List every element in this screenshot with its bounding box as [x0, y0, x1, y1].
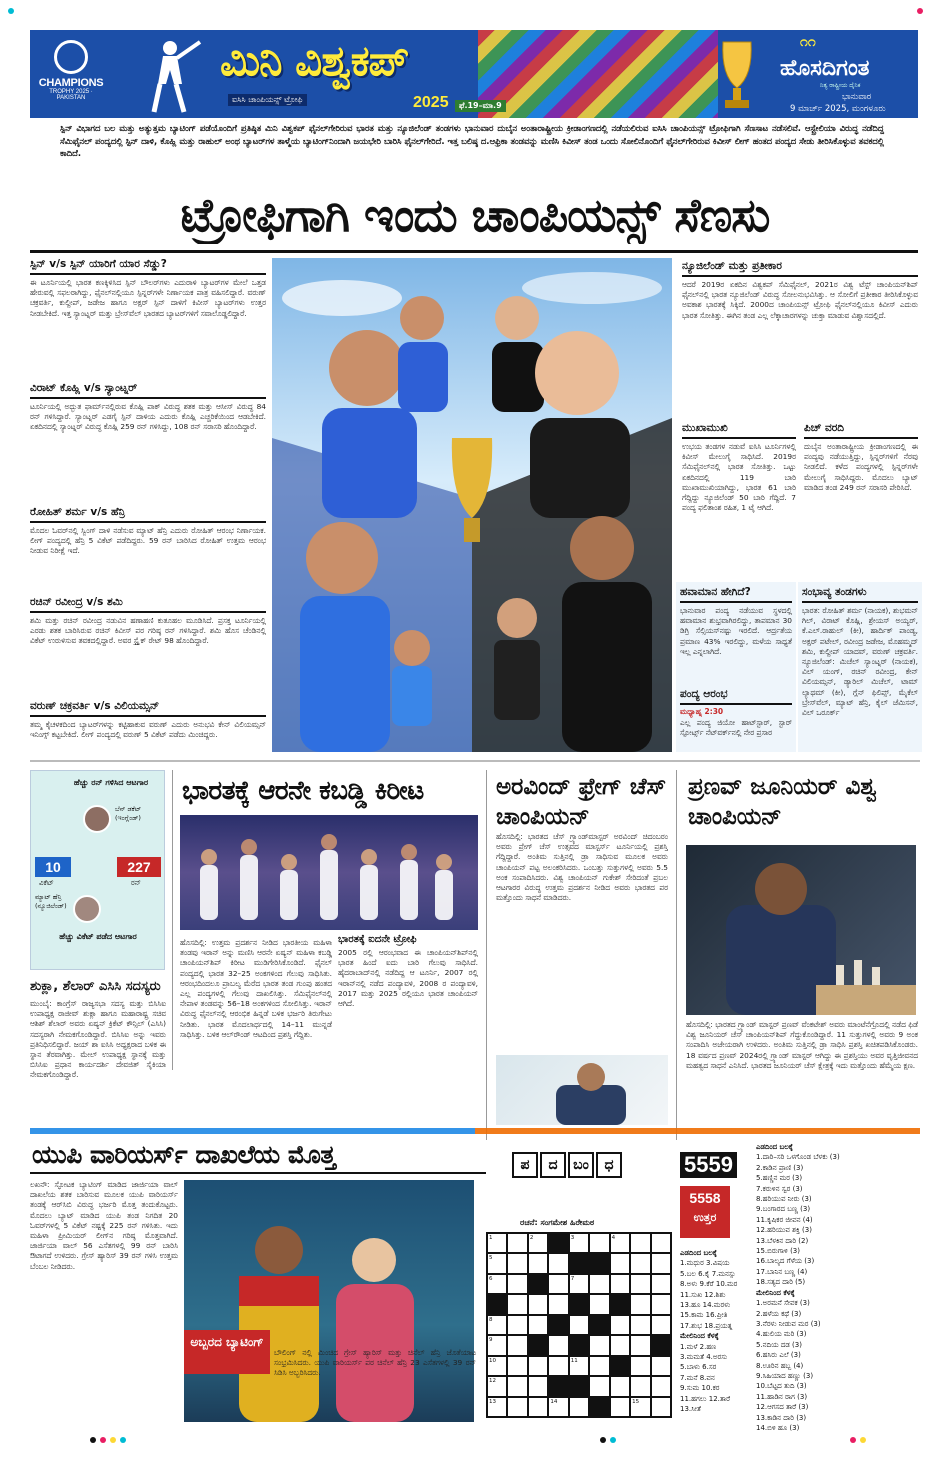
- crossword-block: [528, 1335, 548, 1355]
- reg-mark: [600, 1437, 606, 1443]
- crossword-cell[interactable]: 12: [487, 1376, 507, 1396]
- crossword-cell[interactable]: [507, 1253, 527, 1273]
- section-title: ಸಂಭಾವ್ಯ ತಂಡಗಳು: [802, 586, 918, 603]
- clue: 13.ಕಾಡಿನ ದಾರಿ (3): [756, 1413, 807, 1422]
- crossword-cell[interactable]: [528, 1253, 548, 1273]
- chess-headline: ಅರವಿಂದ್ ಫ್ರೇಗ್ ಚೆಸ್ ಚಾಂಪಿಯನ್: [496, 774, 667, 830]
- reg-mark: [120, 1437, 126, 1443]
- crossword-cell[interactable]: [507, 1294, 527, 1314]
- clue: 3.ನೆರಳು ನೀಡುವ ಮರ (3): [756, 1319, 821, 1328]
- crossword-block: [548, 1376, 568, 1396]
- issue-day: ಭಾನುವಾರ: [842, 92, 872, 102]
- crossword-block: [548, 1315, 568, 1335]
- crossword-cell[interactable]: [589, 1233, 609, 1253]
- previous-answer-box: [680, 1186, 730, 1238]
- section-title: ಶುಕ್ಲಾ, ಶೆಲಾರ್ ಎಸಿಸಿ ಸದಸ್ಯರು: [30, 979, 161, 994]
- duckett-avatar: [83, 805, 111, 833]
- crossword-block: [569, 1294, 589, 1314]
- clue: 7.ಕರುಳಿನ ಸ್ವರ (3): [756, 1184, 803, 1193]
- section-body: ಮುಂಬೈ: ಕಾಂಗ್ರೆಸ್ ರಾಜ್ಯಸಭಾ ಸದಸ್ಯ ಮತ್ತು ಬಿಸಿಸಿಐ ಉಪಾಧ್ಯಕ್ಷ ರಾಜೀವ್ ಶುಕ್ಲಾ ಹಾಗೂ ಮಹಾರಾಷ್ಟ್ರ ಸಚಿವ ಆಶಿಶ್ ಶೆಲಾರ್ ಅವರು ಏಷ್ಯನ್ ಕ್ರಿಕೆಟ್ ಕೌನ್ಸಿಲ್ (ಎಸಿಸಿ) ಸದಸ್ಯರಾಗಿ ನೇಮಕಗೊಂಡಿದ್ದಾರೆ. ಬಿಸಿಸಿಐ ಅನ್ನು ಇವರು ಪ್ರತಿನಿಧಿಸಲಿದ್ದಾರೆ. ಜಯ್ ಶಾ ಐಸಿಸಿ ಅಧ್ಯಕ್ಷರಾದ ಬಳಿಕ ಈ ಸ್ಥಾನ ತೆರವಾಗಿತ್ತು. ಮೇಲ್ ಉಪಾಧ್ಯಕ್ಷ ಸ್ಥಾನಕ್ಕೆ ಮತ್ತು ಬಿಸಿಸಿಐ ಪ್ರಧಾನ ಕಾರ್ಯದರ್ಶಿ ದೇವಜಿತ್ ಸೈಕಿಯಾ ನೇಮಕಗೊಂಡಿದ್ದಾರೆ.: [30, 999, 166, 1080]
- wickets-player: ಮ್ಯಾಟ್ ಹೆನ್ರಿ (ನ್ಯೂಜಿಲೆಂಡ್): [35, 893, 67, 910]
- section-body: 2005 ರಲ್ಲಿ ಆರಂಭವಾದ ಈ ಚಾಂಪಿಯನ್‌ಶಿಪ್‌ನಲ್ಲಿ ಭಾರತ ಹಿಂದೆ ಐದು ಬಾರಿ ಗೆಲುವು ಸಾಧಿಸಿದೆ. ಹೈದರಾಬಾದ್‌ನಲ್ಲಿ ನಡೆದಿದ್ದ ಆ ಟೂರ್ನಿ, 2007 ರಲ್ಲಿ ಇರಾನ್‌ನಲ್ಲಿ ನಡೆದ ಪಂದ್ಯಾವಳಿ, 2008 ರ ಪಂದ್ಯಾವಳಿ, 2017 ಮತ್ತು 2025 ರಲ್ಲಿಯೂ ಭಾರತ ಚಾಂಪಿಯನ್ ಆಗಿದೆ.: [338, 948, 478, 1009]
- divider: [676, 770, 677, 1140]
- clue: 11.ಕೃಷಿಕರ ಜೀವನ (4): [756, 1215, 813, 1224]
- clue: 17.ಶುಭ 18.ಪ್ರಯತ್ನ: [680, 1321, 733, 1330]
- newspaper-tagline: ನಿತ್ಯ ರಾಷ್ಟ್ರೀಯ ದೈನಿಕ: [820, 82, 861, 89]
- crossword-cell[interactable]: [507, 1274, 527, 1294]
- crossword-cell[interactable]: [589, 1356, 609, 1376]
- wickets-value: 10: [35, 857, 71, 877]
- section-body: ಭಾನುವಾರ ಪಂದ್ಯ ನಡೆಯುವ ಸ್ಥಳದಲ್ಲಿ ಹವಾಮಾನ ಶುಭ್ರವಾಗಿರಲಿದ್ದು, ತಾಪಮಾನ 30 ಡಿಗ್ರಿ ಸೆಲ್ಸಿಯಸ್‌ನಷ್ಟು ಇರಲಿದೆ. ಆರ್ದ್ರತೆಯ ಪ್ರಮಾಣ 43% ಇರಲಿದ್ದು, ಮಳೆಯ ಸಾಧ್ಯತೆ ಇಲ್ಲ ಎನ್ನಲಾಗಿದೆ.: [680, 606, 792, 656]
- crossword-cell[interactable]: [528, 1294, 548, 1314]
- up-headline: ಯುಪಿ ವಾರಿಯರ್ಸ್ ದಾಖಲೆಯ ಮೊತ್ತ: [32, 1140, 336, 1169]
- divider: [30, 1172, 486, 1174]
- section-body: ಮೊದಲ ಓವರ್‌ನಲ್ಲಿ ಸ್ವಿಂಗ್ ದಾಳಿ ನಡೆಸುವ ಮ್ಯಾಟ್ ಹೆನ್ರಿ ಎದುರು ರೋಹಿತ್ ಆರಂಭ ನಿರ್ಣಾಯಕ. ಲೀಗ್ ಪಂದ್ಯದಲ್ಲಿ ಹೆನ್ರಿ 5 ವಿಕೆಟ್ ಪಡೆದಿದ್ದರು. 59 ರನ್ ಬಾರಿಸಿದ ರೋಹಿತ್ ಉತ್ತಮ ಆರಂಭ ನೀಡುವ ನಿರೀಕ್ಷೆ ಇದೆ.: [30, 526, 266, 556]
- trophy-icon: [715, 36, 759, 116]
- title-letter: ಧ: [596, 1152, 622, 1178]
- clue: 16.ಬಾಲ್ಯದ ಗೆಳೆಯ (3): [756, 1257, 815, 1266]
- broadcast-info: ಎಲ್ಲ ಪಂದ್ಯ ಜಿಯೋ ಹಾಟ್‌ಸ್ಟಾರ್, ಸ್ಟಾರ್ ಸ್ಪೋರ್ಟ್ಸ್ ನೆಟ್‌ವರ್ಕ್‌ನಲ್ಲಿ ನೇರ ಪ್ರಸಾರ: [680, 718, 792, 738]
- banner-year: 2025: [413, 94, 449, 111]
- clue: 8.ಅಳು 9.ಕೆರೆ 10.ಮರ: [680, 1280, 738, 1289]
- crossword-cell[interactable]: [610, 1253, 630, 1273]
- crossword-cell[interactable]: [610, 1335, 630, 1355]
- crossword-block: [569, 1376, 589, 1396]
- crossword-cell[interactable]: [651, 1253, 671, 1273]
- clue: 5.ಬಲ 6.ಕೈ 7.ಮನಸ್ಸು: [680, 1269, 736, 1278]
- reg-mark: [90, 1437, 96, 1443]
- crossword-cell[interactable]: 13: [487, 1397, 507, 1417]
- crossword-cell[interactable]: [610, 1274, 630, 1294]
- crossword-cell[interactable]: [651, 1315, 671, 1335]
- clue: 4.ಹುಲಿಯ ಮರಿ (3): [756, 1330, 807, 1339]
- crossword-cell[interactable]: [507, 1335, 527, 1355]
- section-body: ದುಬೈನ ಅಂತಾರಾಷ್ಟ್ರೀಯ ಕ್ರೀಡಾಂಗಣದಲ್ಲಿ ಈ ಪಂದ್ಯವು ನಡೆಯುತ್ತಿದ್ದು, ಸ್ಪಿನ್ನರ್‌ಗಳಿಗೆ ನೆರವು ನೀಡಲಿದೆ. ಕಳೆದ ಪಂದ್ಯಗಳಲ್ಲಿ ಸ್ಪಿನ್ನರ್‌ಗಳೇ ಮೇಲುಗೈ ಸಾಧಿಸಿದ್ದರು. ಮೊದಲು ಬ್ಯಾಟ್ ಮಾಡಿದ ತಂಡ 249 ರನ್ ಸರಾಸರಿ ಪೇರಿಸಿದೆ.: [804, 442, 918, 492]
- section-body: ಭಾರತ: ರೋಹಿತ್ ಶರ್ಮ (ನಾಯಕ), ಶುಭಮನ್ ಗಿಲ್, ವಿರಾಟ್ ಕೊಹ್ಲಿ, ಶ್ರೇಯಸ್ ಅಯ್ಯರ್, ಕೆ.ಎಲ್.ರಾಹುಲ್ (ಕೀ), ಹಾರ್ದಿಕ್ ಪಾಂಡ್ಯ, ಅಕ್ಷರ್ ಪಟೇಲ್, ರವೀಂದ್ರ ಜಡೇಜ, ಮೊಹಮ್ಮದ್ ಶಮಿ, ಕುಲ್ದೀಪ್ ಯಾದವ್, ವರುಣ್ ಚಕ್ರವರ್ತಿ. ನ್ಯೂಜಿಲೆಂಡ್: ಮಿಚೆಲ್ ಸ್ಯಾಂಟ್ನರ್ (ನಾಯಕ), ವಿಲ್ ಯಂಗ್, ರಚಿನ್ ರವೀಂದ್ರ, ಕೇನ್ ವಿಲಿಯಮ್ಸನ್, ಡ್ಯಾರಿಲ್ ಮಿಚೆಲ್, ಟಾಮ್ ಲ್ಯಾಥಮ್ (ಕೀ), ಗ್ಲೆನ್ ಫಿಲಿಪ್ಸ್, ಮೈಕೆಲ್ ಬ್ರೇಸ್‌ವೆಲ್, ಮ್ಯಾಟ್ ಹೆನ್ರಿ, ಕೈಲ್ ಜೆಮಿಸನ್, ವಿಲ್ ಒರೂರ್ಕ್: [802, 606, 918, 718]
- clue: 13.ಬೆಳಕಿನ ದಾರಿ (2): [756, 1236, 809, 1245]
- clue-heading: ಎಡದಿಂದ ಬಲಕ್ಕೆ: [756, 1143, 793, 1151]
- reg-mark: [610, 1437, 616, 1443]
- section-title: ಪಿಚ್ ವರದಿ: [804, 422, 918, 439]
- crossword-cell[interactable]: [651, 1233, 671, 1253]
- crossword-cell[interactable]: [630, 1233, 650, 1253]
- crossword-cell[interactable]: [651, 1356, 671, 1376]
- crossword-number: 5559: [680, 1152, 737, 1178]
- weather-box: [676, 582, 796, 752]
- clue: 8.ಊರಿನ ಹಬ್ಬ (4): [756, 1361, 804, 1370]
- crossword-cell[interactable]: [630, 1274, 650, 1294]
- section-title: ರೋಹಿತ್ ಶರ್ಮ v/s ಹೆನ್ರಿ: [30, 506, 266, 523]
- crossword-block: [589, 1397, 609, 1417]
- clue: 2.ಕಾಡಿನ ಪ್ರಾಣಿ (3): [756, 1163, 804, 1172]
- pranav-photo: [686, 845, 916, 1015]
- clue: 11.ಸುಖ 12.ಶಿಶು: [680, 1290, 726, 1299]
- crossword-cell[interactable]: [569, 1397, 589, 1417]
- crossword-cell[interactable]: [589, 1294, 609, 1314]
- crossword-cell[interactable]: 4: [610, 1233, 630, 1253]
- crossword-cell[interactable]: [507, 1397, 527, 1417]
- match-start-title: ಪಂದ್ಯ ಆರಂಭ: [680, 688, 792, 705]
- banner-subtitle: ಐಸಿಸಿ ಚಾಂಪಿಯನ್ಸ್ ಟ್ರೋಫಿ: [228, 94, 307, 106]
- crossword-cell[interactable]: 6: [487, 1274, 507, 1294]
- chess-body: ಹೊಸದಿಲ್ಲಿ: ಭಾರತದ ಚೆಸ್ ಗ್ರ್ಯಾಂಡ್‌ಮಾಸ್ಟರ್ ಅರವಿಂದ್ ಚಿದಂಬರಂ ಅವರು ಪ್ರೇಗ್ ಚೆಸ್ ಉತ್ಸವದ ಮಾಸ್ಟರ್ಸ್ ಟೂರ್ನಿಯಲ್ಲಿ ಪ್ರಶಸ್ತಿ ಗೆದ್ದಿದ್ದಾರೆ. ಅಂತಿಮ ಸುತ್ತಿನಲ್ಲಿ ಡ್ರಾ ಸಾಧಿಸುವ ಮೂಲಕ ಅವರು ಚಾಂಪಿಯನ್ ಪಟ್ಟ ಅಲಂಕರಿಸಿದರು. ಒಂಬತ್ತು ಸುತ್ತುಗಳಲ್ಲಿ ಅವರು 5.5 ಅಂಕ ಸಂಪಾದಿಸಿದರು. ವಿಶ್ವ ಚಾಂಪಿಯನ್ ಗುಕೇಶ್ ಸೇರಿದಂತೆ ಪ್ರಬಲ ಆಟಗಾರರ ವಿರುದ್ಧ ಉತ್ತಮ ಪ್ರದರ್ಶನ ನೀಡಿದ ಅವರು ಭಾರತದ ಪರ ಮತ್ತೊಂದು ಸಾಧನೆ ಮಾಡಿದರು.: [496, 832, 668, 903]
- clue: 13.ಸೀತೆ: [680, 1405, 701, 1414]
- crossword-cell[interactable]: [651, 1376, 671, 1396]
- clues-short: [680, 1248, 752, 1415]
- clue: 3.ಮಮತೆ 4.ಅರಸು: [680, 1353, 728, 1362]
- banner-dates: ಫೆ.19–ಮಾ.9: [455, 100, 506, 112]
- champions-trophy-logo: CHAMPIONS TROPHY 2025 · PAKISTAN: [36, 40, 106, 110]
- crossword-block: [487, 1294, 507, 1314]
- crossword-cell[interactable]: 14: [548, 1397, 568, 1417]
- kabaddi-info-box: [338, 934, 478, 1030]
- crossword-cell[interactable]: [630, 1335, 650, 1355]
- section-body: ಈ ಟೂರ್ನಿಯಲ್ಲಿ ಭಾರತ ಕಣಕ್ಕಿಳಿಸಿದ ಸ್ಪಿನ್ ಬೌಲರ್‌ಗಳು ಎದುರಾಳಿ ಬ್ಯಾಟರ್‌ಗಳ ಮೇಲೆ ಒತ್ತಡ ಹೇರುವಲ್ಲಿ ಸಫಲರಾಗಿದ್ದು, ಫೈನಲ್‌ನಲ್ಲಿಯೂ ಸ್ಪಿನ್ನರ್‌ಗಳೇ ನಿರ್ಣಾಯಕ ಪಾತ್ರ ವಹಿಸಲಿದ್ದಾರೆ. ವರುಣ್ ಚಕ್ರವರ್ತಿ, ಕುಲ್ದೀಪ್, ಜಡೇಜ ಹಾಗೂ ಅಕ್ಷರ್ ಸ್ಪಿನ್ ದಾಳಿಗೆ ಕಿವೀಸ್ ಬ್ಯಾಟರ್‌ಗಳು ಉತ್ತರ ನೀಡಬೇಕಿದೆ. ಇತ್ತ ಸ್ಯಾಂಟ್ನರ್ ಮತ್ತು ಬ್ರೇಸ್‌ವೆಲ್ ಭಾರತದ ಬ್ಯಾಟರ್‌ಗಳಿಗೆ ಸವಾಲೊಡ್ಡಲಿದ್ದಾರೆ.: [30, 278, 266, 318]
- top-runs-label: ಹೆಚ್ಚು ರನ್ ಗಳಿಸಿದ ಆಟಗಾರ: [73, 778, 149, 787]
- clue: 7.ಮನೆ 8.ವನ: [680, 1373, 715, 1382]
- reg-mark: [110, 1437, 116, 1443]
- crossword-cell[interactable]: [507, 1233, 527, 1253]
- crossword-cell[interactable]: 9: [487, 1335, 507, 1355]
- divider: [30, 760, 920, 762]
- kabaddi-body: ಹೊಸದಿಲ್ಲಿ: ಉತ್ತಮ ಪ್ರದರ್ಶನ ನೀಡಿದ ಭಾರತೀಯ ಮಹಿಳಾ ತಂಡವು ಇರಾನ್ ಅನ್ನು ಮಣಿಸಿ ಆರನೇ ಏಷ್ಯನ್ ಮಹಿಳಾ ಕಬಡ್ಡಿ ಚಾಂಪಿಯನ್‌ಶಿಪ್ ಕಿರೀಟ ಮುಡಿಗೇರಿಸಿಕೊಂಡಿದೆ. ಫೈನಲ್ ಪಂದ್ಯದಲ್ಲಿ ಭಾರತ 32–25 ಅಂಕಗಳಿಂದ ಗೆಲುವು ಸಾಧಿಸಿತು. ಆರಂಭದಿಂದಲೂ ಪ್ರಾಬಲ್ಯ ಮೆರೆದ ಭಾರತ ತಂಡ ಗುಂಪು ಹಂತದ ಎಲ್ಲ ಪಂದ್ಯಗಳಲ್ಲಿ ಗೆಲುವು ದಾಖಲಿಸಿತ್ತು. ಸೆಮಿಫೈನಲ್‌ನಲ್ಲಿ ನೇಪಾಳ ತಂಡವನ್ನು 56–18 ಅಂಕಗಳಿಂದ ಸೋಲಿಸಿತ್ತು. ಇರಾನ್ ವಿರುದ್ಧ ಫೈನಲ್‌ನಲ್ಲಿ ಆರಂಭಿಕ ಹಿನ್ನಡೆ ಬಳಿಕ ಭರ್ಜರಿ ತಿರುಗೇಟು ನೀಡಿತು. ಭಾರತ ಮೊದಲಾರ್ಧದಲ್ಲಿ 14–11 ಮುನ್ನಡೆ ಸಾಧಿಸಿತ್ತು. ಬಳಿಕ ಆಲ್‌ರೌಂಡ್ ಆಟದಿಂದ ಪ್ರಶಸ್ತಿ ಗೆದ್ದಿತು.: [180, 938, 332, 1039]
- clue: 5.ನದಿಯ ದಡ (3): [756, 1340, 802, 1349]
- section-title: ಮುಖಾಮುಖಿ: [682, 422, 796, 439]
- title-letter: ಬಂ: [568, 1152, 594, 1178]
- top-wickets-label: ಹೆಚ್ಚು ವಿಕೆಟ್ ಪಡೆದ ಆಟಗಾರ: [59, 932, 137, 941]
- crossword-cell[interactable]: [630, 1315, 650, 1335]
- probable-teams-box: [798, 582, 922, 752]
- issue-date: 9 ಮಾರ್ಚ್ 2025, ಮಂಗಳೂರು: [790, 104, 886, 114]
- clue-heading: ಮೇಲಿನಿಂದ ಕೆಳಕ್ಕೆ: [680, 1332, 719, 1341]
- crossword-block: [651, 1335, 671, 1355]
- wickets-unit: ವಿಕೆಟ್: [39, 879, 54, 887]
- clue: 2.ಹಳೆಯ ಕಥೆ (3): [756, 1309, 802, 1318]
- crossword-block: [569, 1253, 589, 1273]
- crossword-block: [589, 1253, 609, 1273]
- crossword-cell[interactable]: 8: [487, 1315, 507, 1335]
- previous-number: 5558: [689, 1190, 721, 1206]
- clue: 11.ಹಗಲು 12.ತಾರೆ: [680, 1394, 731, 1403]
- title-letter: ದ: [540, 1152, 566, 1178]
- section-title: ರಚಿನ್ ರವೀಂದ್ರ v/s ಶಮಿ: [30, 596, 266, 613]
- clue: 14.ಬಿಳಿ ಹೂ (3): [756, 1423, 800, 1432]
- pitch-report-section: [804, 422, 918, 584]
- crossword-cell[interactable]: [589, 1335, 609, 1355]
- clue: 8.ಹರಿಯುವ ನೀರು (3): [756, 1195, 812, 1204]
- top-performers-panel: [30, 770, 165, 970]
- head-to-head-section: [682, 422, 796, 584]
- crossword-cell[interactable]: [589, 1376, 609, 1396]
- main-headline: ಟ್ರೋಫಿಗಾಗಿ ಇಂದು ಚಾಂಪಿಯನ್ಸ್ ಸೆಣಸು: [180, 188, 770, 242]
- clue: 15.ಕಾಮ 16.ಪ್ರೀತಿ: [680, 1311, 728, 1320]
- clue: 1.ದಾರಿ–ಸರಿ ಒಳಗೊಂಡ ಬೆಳಕು (3): [756, 1153, 840, 1162]
- clue: 5.ಬಾಳು 6.ಸರ: [680, 1363, 717, 1372]
- crossword-author: ರಚನೆ: ಸಂಗಮೇಶ ಹಿರೇಮಠ: [520, 1218, 595, 1227]
- batsman-illustration: [130, 36, 210, 116]
- crossword-cell[interactable]: [651, 1274, 671, 1294]
- section-body: ಆದರೆ 2019ರ ಏಕದಿನ ವಿಶ್ವಕಪ್ ಸೆಮಿಫೈನಲ್, 2021ರ ವಿಶ್ವ ಟೆಸ್ಟ್ ಚಾಂಪಿಯನ್‌ಶಿಪ್ ಫೈನಲ್‌ನಲ್ಲಿ ಭಾರತ ನ್ಯೂಜಿಲೆಂಡ್ ವಿರುದ್ಧ ಸೋಲನುಭವಿಸಿತ್ತು. ಆ ಸೋಲಿಗೆ ಪ್ರತೀಕಾರ ತೀರಿಸಿಕೊಳ್ಳುವ ಅವಕಾಶ ಭಾರತಕ್ಕೆ ಸಿಕ್ಕಿದೆ. 2000ದ ಚಾಂಪಿಯನ್ಸ್ ಟ್ರೋಫಿ ಫೈನಲ್‌ನಲ್ಲಿಯೂ ಕಿವೀಸ್ ಎದುರು ಭಾರತ ಸೋತಿತ್ತು. ಈಗಿನ ತಂಡ ಎಲ್ಲ ಲೆಕ್ಕಾಚಾರಗಳನ್ನು ಚುಕ್ತಾ ಮಾಡುವ ವಿಶ್ವಾಸದಲ್ಲಿದೆ.: [682, 280, 918, 320]
- crossword-block: [569, 1335, 589, 1355]
- crossword-block: [589, 1315, 609, 1335]
- crossword-block: [610, 1356, 630, 1376]
- crossword-cell[interactable]: 15: [630, 1397, 650, 1417]
- crossword-cell[interactable]: [528, 1315, 548, 1335]
- section-title: ವಿರಾಟ್ ಕೊಹ್ಲಿ v/s ಸ್ಯಾಂಟ್ನರ್: [30, 382, 266, 399]
- match-start-time: ಮಧ್ಯಾಹ್ನ 2:30: [680, 707, 724, 716]
- crossword-cell[interactable]: 10: [487, 1356, 507, 1376]
- divider: [30, 1128, 920, 1134]
- crossword-cell[interactable]: [548, 1356, 568, 1376]
- crossword-cell[interactable]: [528, 1356, 548, 1376]
- clue-heading: ಮೇಲಿನಿಂದ ಕೆಳಕ್ಕೆ: [756, 1288, 795, 1297]
- crossword-cell[interactable]: [548, 1253, 568, 1273]
- crossword-cell[interactable]: [651, 1294, 671, 1314]
- clue: 10.ಬೆಟ್ಟದ ತುದಿ (3): [756, 1382, 807, 1391]
- aravindh-photo: [496, 1055, 668, 1125]
- reg-mark: [100, 1437, 106, 1443]
- crossword-cell[interactable]: [630, 1376, 650, 1396]
- up-caption: ಬೌಲಿಂಗ್ ನಲ್ಲಿ ಮಿಂಚಿದ ಗ್ರೇಸ್ ಹ್ಯಾರಿಸ್ ಮತ್ತು ಚಿನೆಲ್ ಹೆನ್ರಿ ಜೊತೆಯಾಟ ಸಂಭ್ರಮಿಸಿದರು. ಯುಪಿ ವಾರಿಯರ್ಸ್ ಪರ ಚಿನೆಲ್ ಹೆನ್ರಿ 23 ಎಸೆತಗಳಲ್ಲಿ 39 ರನ್ ಸಿಡಿಸಿ ಅಬ್ಬರಿಸಿದರು.: [274, 1348, 476, 1378]
- crossword-block: [548, 1233, 568, 1253]
- crossword-cell[interactable]: [528, 1397, 548, 1417]
- reg-mark: [850, 1437, 856, 1443]
- clues-long: [756, 1142, 920, 1433]
- newspaper-name: ಹೊಸದಿಗಂತ: [780, 56, 870, 81]
- previous-label: ಉತ್ತರ: [693, 1211, 717, 1224]
- crossword-cell[interactable]: 2: [528, 1233, 548, 1253]
- section-body: ಶಮಿ ಮತ್ತು ರಚಿನ್ ರವೀಂದ್ರ ನಡುವಿನ ಹಣಾಹಣಿ ಕುತೂಹಲ ಮೂಡಿಸಿದೆ. ಪ್ರಸಕ್ತ ಟೂರ್ನಿಯಲ್ಲಿ ಎರಡು ಶತಕ ಬಾರಿಸಿರುವ ರಚಿನ್ ಕಿವೀಸ್ ಪರ ಗರಿಷ್ಠ ರನ್ ಗಳಿಸಿದ್ದಾರೆ. ಶಮಿ ಹೊಸ ಚೆಂಡಿನಲ್ಲಿ ವಿಕೆಟ್ ಉರುಳಿಸುವ ತವಕದಲ್ಲಿದ್ದಾರೆ. ಅವರ ಸ್ಟ್ರೈಕ್ ರೇಟ್ 98 ಹೊಂದಿದ್ದಾರೆ.: [30, 616, 266, 646]
- crossword-cell[interactable]: [630, 1253, 650, 1273]
- clue-heading: ಎಡದಿಂದ ಬಲಕ್ಕೆ: [680, 1249, 717, 1257]
- divider: [30, 250, 918, 253]
- crossword-cell[interactable]: 1: [487, 1233, 507, 1253]
- clue: 9.ಬಂಗಾರದ ಬಣ್ಣ (3): [756, 1205, 811, 1214]
- crossword-cell[interactable]: 11: [569, 1356, 589, 1376]
- clue: 11.ಹಾಡಿನ ರಾಗ (3): [756, 1392, 808, 1401]
- crossword-cell[interactable]: [630, 1356, 650, 1376]
- clue: 1.ಮಳೆ 2.ಹಣ: [680, 1342, 717, 1351]
- up-photo-tag: ಅಬ್ಬರದ ಬ್ಯಾಟಿಂಗ್: [184, 1330, 270, 1374]
- crossword-grid[interactable]: [486, 1232, 672, 1418]
- pranav-headline: ಪ್ರಣವ್ ಜೂನಿಯರ್ ವಿಶ್ವ ಚಾಂಪಿಯನ್: [688, 774, 878, 830]
- matchups-column: [30, 258, 266, 772]
- kabaddi-headline: ಭಾರತಕ್ಕೆ ಆರನೇ ಕಬಡ್ಡಿ ಕಿರೀಟ: [182, 776, 424, 806]
- banner-title: ಮಿನಿ ವಿಶ್ವಕಪ್: [220, 36, 409, 85]
- nz-revenge-section: [682, 260, 918, 425]
- crossword-cell[interactable]: [507, 1315, 527, 1335]
- reg-mark: [917, 8, 923, 14]
- clue: 1.ಅರಮನೆ ಸೇವಕ (3): [756, 1299, 810, 1308]
- shukla-story: [30, 978, 166, 1123]
- divider: [486, 770, 487, 1140]
- divider: [172, 770, 173, 1070]
- crossword-cell[interactable]: [610, 1376, 630, 1396]
- clue: 5.ಹಣ್ಣಿನ ಮರ (3): [756, 1174, 803, 1183]
- section-title: ನ್ಯೂಜಿಲೆಂಡ್ ಮತ್ತು ಪ್ರತೀಕಾರ: [682, 260, 918, 277]
- crossword-cell[interactable]: 5: [487, 1253, 507, 1273]
- crossword-block: [528, 1274, 548, 1294]
- crossword-block: [610, 1294, 630, 1314]
- kabaddi-team-photo: [180, 815, 478, 930]
- crossword-title: [512, 1152, 622, 1178]
- crossword-cell[interactable]: [548, 1294, 568, 1314]
- clue: 17.ಬಾನಿನ ಬಣ್ಣ (4): [756, 1267, 808, 1276]
- section-title: ಭಾರತಕ್ಕೆ ಐದನೇ ಟ್ರೋಫಿ: [338, 934, 417, 945]
- crossword-cell[interactable]: [589, 1274, 609, 1294]
- intro-paragraph: ಸ್ಪಿನ್ ವಿಭಾಗದ ಬಲ ಮತ್ತು ಅತ್ಯುತ್ತಮ ಬ್ಯಾಟಿಂಗ್ ಪಡೆಯೊಂದಿಗೆ ಪ್ರತಿಷ್ಠಿತ ಮಿನಿ ವಿಶ್ವಕಪ್ ಫೈನಲ್‌ಗೇರಿರುವ ಭಾರತ ಮತ್ತು ನ್ಯೂಜಿಲೆಂಡ್ ತಂಡಗಳು ಭಾನುವಾರ ದುಬೈನ ಅಂತಾರಾಷ್ಟ್ರೀಯ ಕ್ರೀಡಾಂಗಣದಲ್ಲಿ ನಡೆಯಲಿರುವ ಐಸಿಸಿ ಚಾಂಪಿಯನ್ಸ್ ಟ್ರೋಫಿಗಾಗಿ ಸೆಣಸಾಟ ನಡೆಸಲಿವೆ. ಆಸ್ಟ್ರೇಲಿಯಾ ವಿರುದ್ಧ ನಡೆದಿದ್ದ ಸೆಮಿಫೈನಲ್ ಪಂದ್ಯದಲ್ಲಿ ಸ್ಪಿನ್ ದಾಳಿ, ಕೊಹ್ಲಿ ಮತ್ತು ರಾಹುಲ್ ಅಂಥ ಬ್ಯಾಟರ್‌ಗಳ ತಾಳ್ಮೆಯ ಬ್ಯಾಟಿಂಗ್‌ನಿಂದಾಗಿ ಜಯಭೇರಿ ಬಾರಿಸಿ ಫೈನಲ್‌ಗೇರಿದೆ. ಇತ್ತ ಬಲಿಷ್ಠ ದ.ಆಫ್ರಿಕಾ ತಂಡವನ್ನು ಮಣಿಸಿ ಕಿವೀಸ್ ತಂಡ ಒಂದು ಸೋಲಿನೊಂದಿಗೆ ಫೈನಲ್‌ಗೇರಿರುವ ಕಿವೀಸ್ ಲೀಗ್ ಹಂತದ ಪಂದ್ಯದ ಸೇಡು ತೀರಿಸಿಕೊಳ್ಳುವ ತವಕದಲ್ಲಿ ಕಾದಿದೆ.: [60, 123, 884, 159]
- crossword-cell[interactable]: [630, 1294, 650, 1314]
- crossword-cell[interactable]: [651, 1397, 671, 1417]
- hero-photo-captains: [272, 258, 672, 752]
- runs-player: ಬೆನ್ ಡಕೆಟ್ (ಇಂಗ್ಲೆಂಡ್): [115, 805, 142, 822]
- clue: 13.ಹೂ 14.ಮರಳು: [680, 1301, 731, 1310]
- crossword-cell[interactable]: [528, 1376, 548, 1396]
- clue: 15.ಬಿರುಗಾಳಿ (3): [756, 1247, 800, 1256]
- clue: 12.ಹರಿಯುವ ಶಕ್ತಿ (3): [756, 1226, 812, 1235]
- runs-unit: ರನ್: [131, 879, 141, 887]
- clue: 6.ಹಸಿರು ಎಲೆ (3): [756, 1351, 801, 1360]
- henry-avatar: [73, 895, 101, 923]
- clue: 18.ಸತ್ಯದ ದಾರಿ (5): [756, 1278, 806, 1287]
- crossword-cell[interactable]: [507, 1376, 527, 1396]
- crossword-cell[interactable]: [507, 1356, 527, 1376]
- crossword-cell[interactable]: [569, 1315, 589, 1335]
- clue: 9.ಸುಮ 10.ಕರ: [680, 1384, 720, 1393]
- reg-mark: [8, 8, 14, 14]
- up-body: ಲಖನೌ: ಸ್ಫೋಟಕ ಬ್ಯಾಟಿಂಗ್ ಮಾಡಿದ ಜಾರ್ಜಿಯಾ ವಾಲ್ ದಾಖಲೆಯ ಶತಕ ಬಾರಿಸುವ ಮೂಲಕ ಯುಪಿ ವಾರಿಯರ್ಸ್ ತಂಡಕ್ಕೆ ಆರ್‌ಸಿಬಿ ವಿರುದ್ಧ ಭರ್ಜರಿ ಮೊತ್ತ ತಂದುಕೊಟ್ಟರು. ಮೊದಲು ಬ್ಯಾಟ್ ಮಾಡಿದ ಯುಪಿ ತಂಡ ನಿಗದಿತ 20 ಓವರ್‌ಗಳಲ್ಲಿ 5 ವಿಕೆಟ್ ನಷ್ಟಕ್ಕೆ 225 ರನ್ ಗಳಿಸಿತು. ಇದು ಮಹಿಳಾ ಪ್ರೀಮಿಯರ್ ಲೀಗ್‌ನ ಗರಿಷ್ಠ ಮೊತ್ತವಾಗಿದೆ. ಜಾರ್ಜಿಯಾ ವಾಲ್ 56 ಎಸೆತಗಳಲ್ಲಿ 99 ರನ್ ಬಾರಿಸಿ ಔಟಾಗದೆ ಉಳಿದರು. ಗ್ರೇಸ್ ಹ್ಯಾರಿಸ್ 39 ರನ್ ಗಳಿಸಿ ಉತ್ತಮ ಬೆಂಬಲ ನೀಡಿದರು.: [30, 1180, 178, 1271]
- crossword-cell[interactable]: [610, 1397, 630, 1417]
- clue: 12.ಆಗಸದ ತಾರೆ (3): [756, 1403, 809, 1412]
- masthead-banner: [30, 30, 918, 118]
- clue: 1.ಮಧುರ 3.ವಿಷಯ: [680, 1259, 730, 1268]
- crossword-cell[interactable]: [548, 1274, 568, 1294]
- crossword-cell[interactable]: 3: [569, 1233, 589, 1253]
- reg-mark: [860, 1437, 866, 1443]
- clue: 9.ಸಿಹಿಯಾದ ಹಣ್ಣು (3): [756, 1371, 814, 1380]
- pranav-body: ಹೊಸದಿಲ್ಲಿ: ಭಾರತದ ಗ್ರ್ಯಾಂಡ್ ಮಾಸ್ಟರ್ ಪ್ರಣವ್ ವೆಂಕಟೇಶ್ ಅವರು ಮಾಂಟೆನೆಗ್ರೊದಲ್ಲಿ ನಡೆದ ಫಿಡೆ ವಿಶ್ವ ಜೂನಿಯರ್ ಚೆಸ್ ಚಾಂಪಿಯನ್‌ಶಿಪ್ ಗೆದ್ದುಕೊಂಡಿದ್ದಾರೆ. 11 ಸುತ್ತುಗಳಲ್ಲಿ ಅವರು 9 ಅಂಕ ಸಂಪಾದಿಸಿ ಅಜೇಯರಾಗಿ ಉಳಿದರು. ಅಂತಿಮ ಸುತ್ತಿನಲ್ಲಿ ಡ್ರಾ ಸಾಧಿಸಿ ಪ್ರಶಸ್ತಿ ಖಚಿತಪಡಿಸಿಕೊಂಡರು. 18 ವರ್ಷದ ಪ್ರಣವ್ 2024ರಲ್ಲಿ ಗ್ರ್ಯಾಂಡ್ ಮಾಸ್ಟರ್ ಆಗಿದ್ದು ಈ ಪ್ರಶಸ್ತಿಯು ಅವರ ವೃತ್ತಿಜೀವನದ ಮಹತ್ವದ ಸಾಧನೆ ಎನಿಸಿದೆ. ಭಾರತದ ಜೂನಿಯರ್ ಚೆಸ್ ಕ್ಷೇತ್ರಕ್ಕೆ ಇದು ಮತ್ತೊಂದು ಹೆಮ್ಮೆಯ ಕ್ಷಣ.: [686, 1020, 918, 1070]
- crossword-cell[interactable]: 7: [569, 1274, 589, 1294]
- section-title: ಸ್ಪಿನ್ v/s ಸ್ಪಿನ್ ಯಾರಿಗೆ ಯಾರ ಸೆಡ್ಡು?: [30, 258, 266, 275]
- section-body: ಉಭಯ ತಂಡಗಳ ನಡುವೆ ಐಸಿಸಿ ಟೂರ್ನಿಗಳಲ್ಲಿ ಕಿವೀಸ್ ಮೇಲುಗೈ ಸಾಧಿಸಿದೆ. 2019ರ ಸೆಮಿಫೈನಲ್‌ನಲ್ಲಿ ಭಾರತ ಸೋತಿತ್ತು. ಒಟ್ಟು ಏಕದಿನದಲ್ಲಿ 119 ಬಾರಿ ಮುಖಾಮುಖಿಯಾಗಿದ್ದು, ಭಾರತ 61 ಬಾರಿ ಗೆದ್ದಿದ್ದು ನ್ಯೂಜಿಲೆಂಡ್ 50 ಬಾರಿ ಗೆದ್ದಿದೆ. 7 ಪಂದ್ಯ ಫಲಿತಾಂಶ ರಹಿತ, 1 ಟೈ ಆಗಿದೆ.: [682, 442, 796, 513]
- section-title: ಹವಾಮಾನ ಹೇಗಿದೆ?: [680, 586, 792, 603]
- crossword-cell[interactable]: [548, 1335, 568, 1355]
- crossword-cell[interactable]: [610, 1315, 630, 1335]
- page-number: ೧೧: [800, 34, 816, 50]
- section-body: ತಮ್ಮ ಕೈಚಳಕದಿಂದ ಬ್ಯಾಟರ್‌ಗಳನ್ನು ಕಟ್ಟಿಹಾಕುವ ವರುಣ್ ಎದುರು ಅನುಭವಿ ಕೇನ್ ವಿಲಿಯಮ್ಸನ್ ಇನಿಂಗ್ಸ್ ಕಟ್ಟಬೇಕಿದೆ. ಲೀಗ್ ಪಂದ್ಯದಲ್ಲಿ ವರುಣ್ 5 ವಿಕೆಟ್ ಪಡೆದು ಮಿಂಚಿದ್ದರು.: [30, 720, 266, 740]
- runs-value: 227: [117, 857, 161, 877]
- section-body: ಟೂರ್ನಿಯಲ್ಲಿ ಅದ್ಭುತ ಫಾರ್ಮ್‌ನಲ್ಲಿರುವ ಕೊಹ್ಲಿ ಪಾಕ್ ವಿರುದ್ಧ ಶತಕ ಮತ್ತು ಆಸೀಸ್ ವಿರುದ್ಧ 84 ರನ್ ಗಳಿಸಿದ್ದಾರೆ. ಸ್ಯಾಂಟ್ನರ್ ಎಡಗೈ ಸ್ಪಿನ್ ದಾಳಿಯ ಎದುರು ಕೊಹ್ಲಿ ಎಚ್ಚರಿಕೆಯಿಂದ ಆಡಬೇಕಿದೆ. ಏಕದಿನದಲ್ಲಿ ಸ್ಯಾಂಟ್ನರ್ ವಿರುದ್ಧ ಕೊಹ್ಲಿ 259 ರನ್ ಗಳಿಸಿದ್ದು, 108 ರನ್ ಸರಾಸರಿ ಹೊಂದಿದ್ದಾರೆ.: [30, 402, 266, 432]
- section-title: ವರುಣ್ ಚಕ್ರವರ್ತಿ v/s ವಿಲಿಯಮ್ಸನ್: [30, 700, 266, 717]
- title-letter: ಪ: [512, 1152, 538, 1178]
